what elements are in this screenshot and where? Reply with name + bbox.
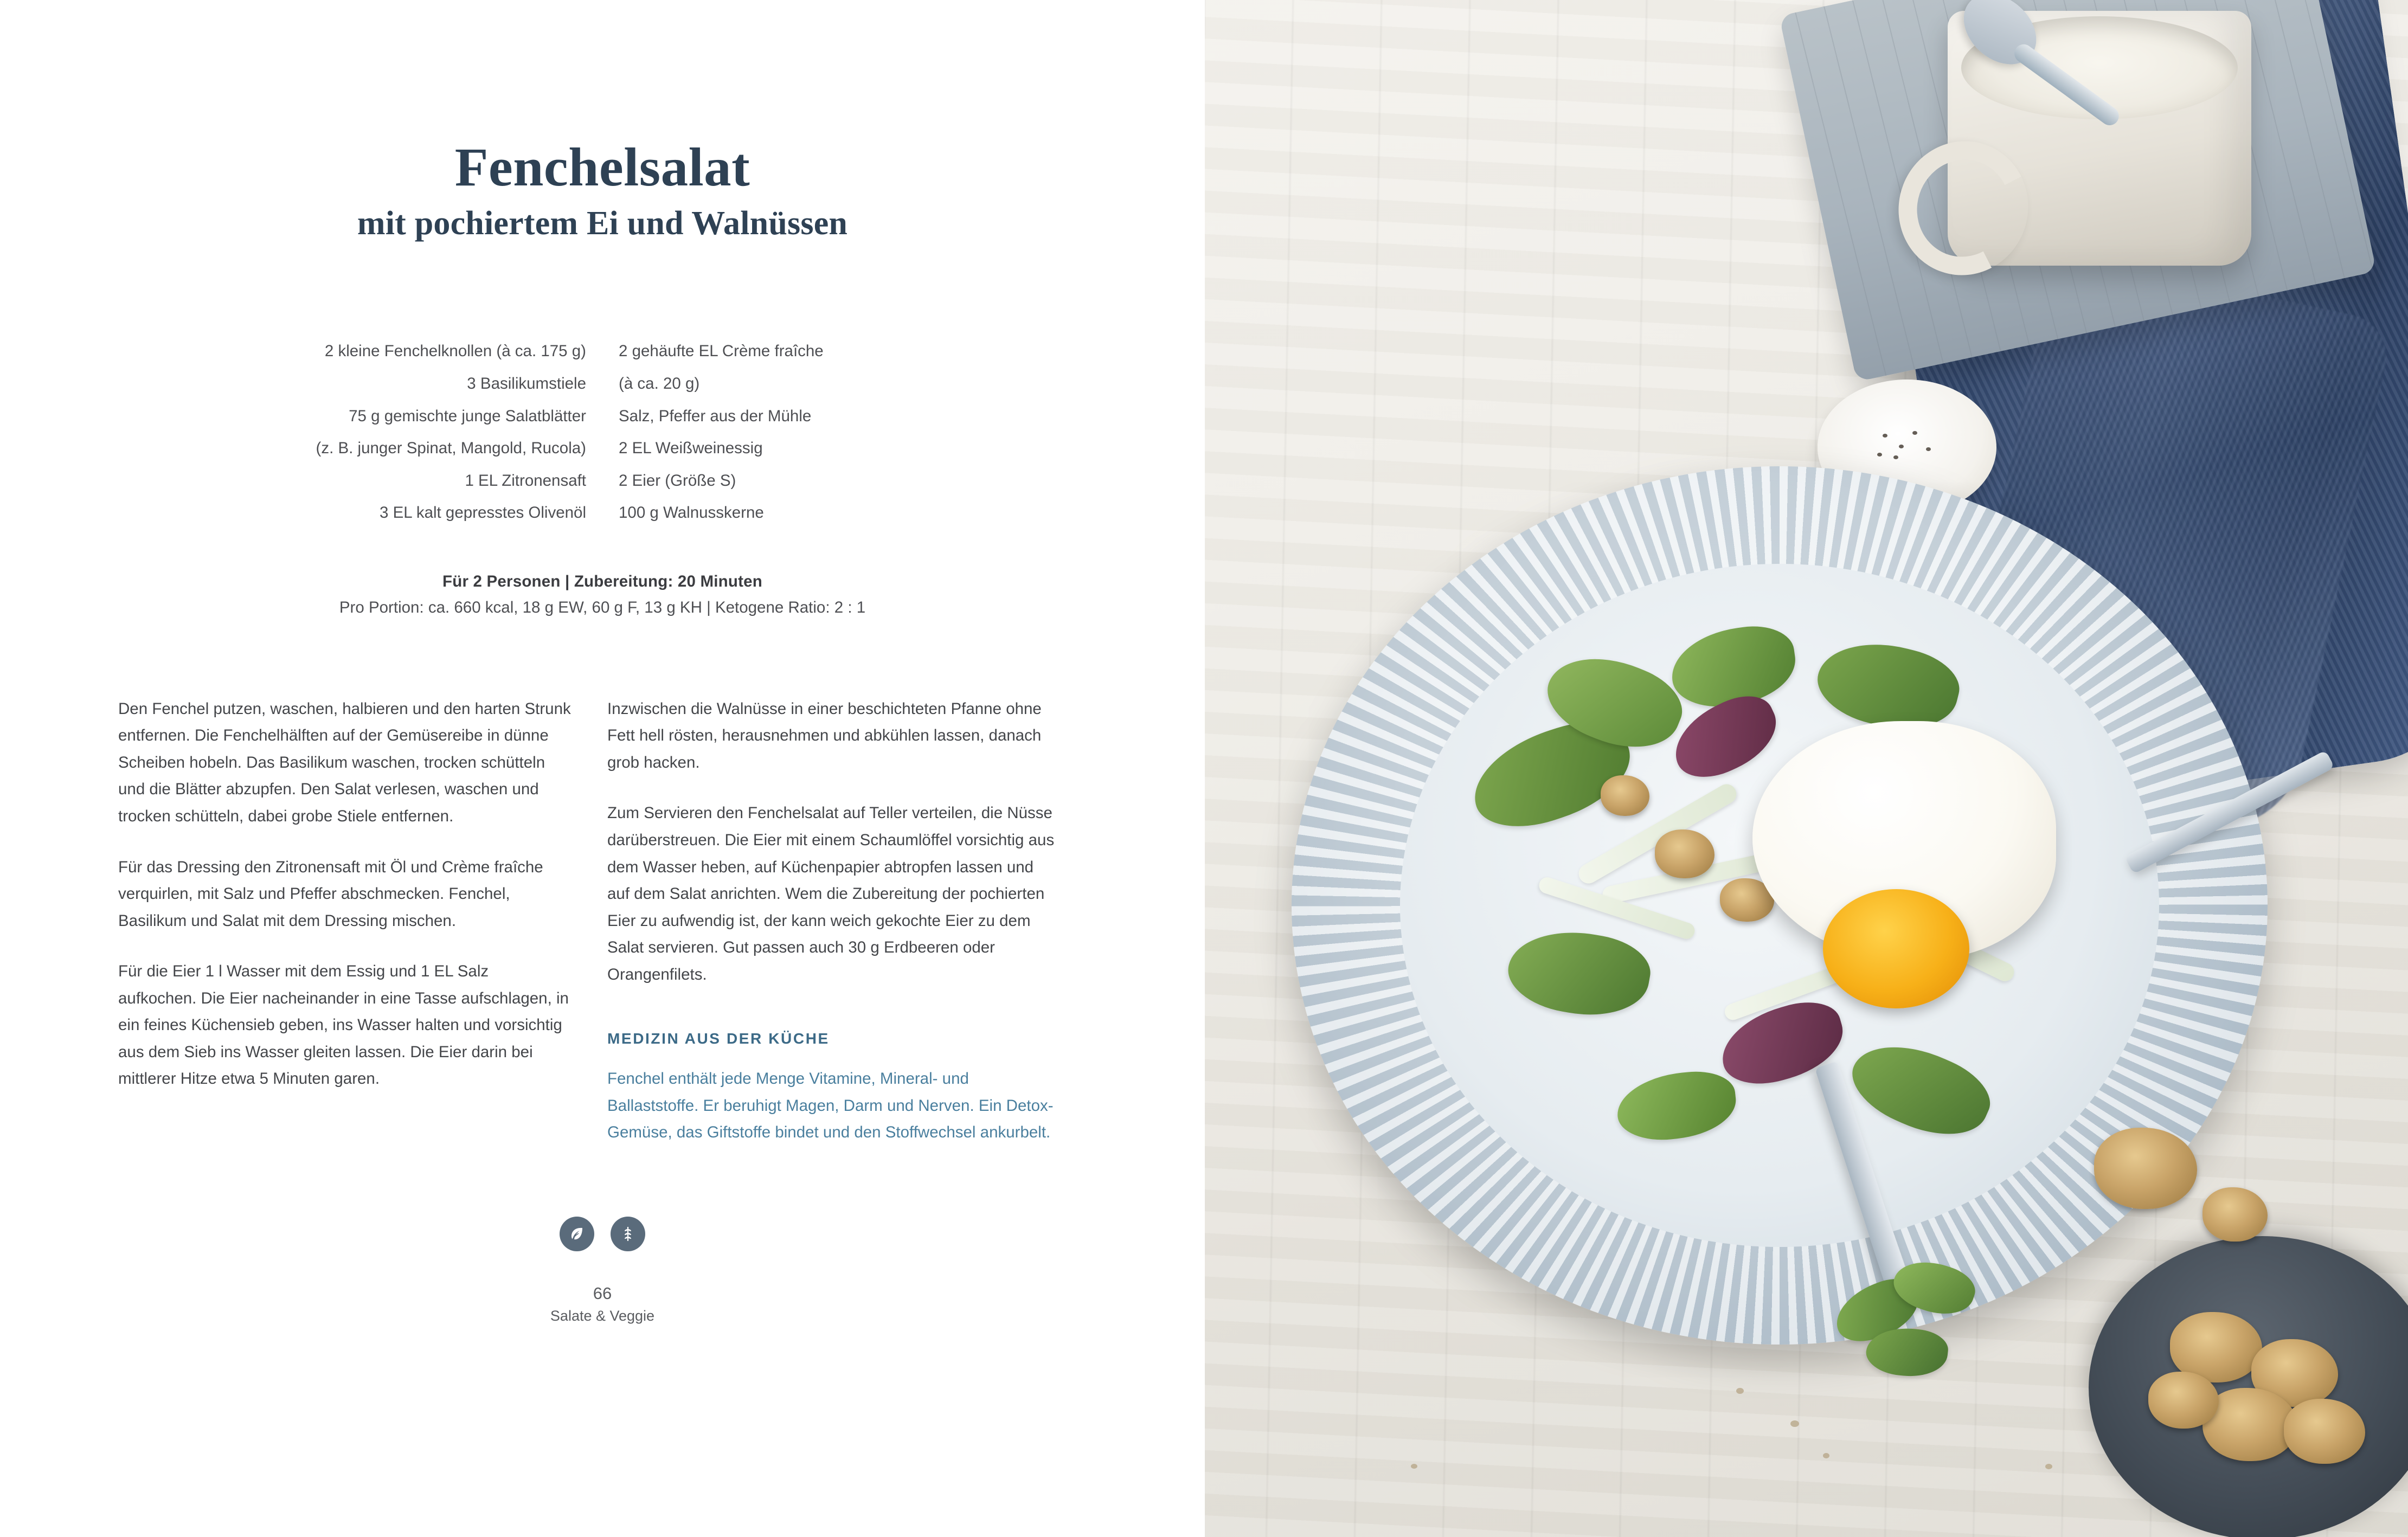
diet-badges (0, 1217, 1205, 1251)
ingredient-item: 2 Eier (Größe S) (619, 471, 736, 490)
ingredient-item: 2 kleine Fenchelknollen (à ca. 175 g) (324, 342, 586, 361)
ingredients-column-right (619, 335, 966, 529)
badge-vegetarian (560, 1217, 594, 1251)
spoon-handle (2011, 41, 2122, 129)
instruction-step: Für die Eier 1 l Wasser mit dem Essig und 1 EL Salz aufkochen. Die Eier nacheinander in eine Tasse aufschlagen, in ein feines Küchensieb geben, ins Wasser halten und vorsichtig aus dem Sieb ins Wasser gleiten lassen. Die Eier darin bei mittlerer Hitze etwa 5 Minuten garen. (118, 962, 569, 1088)
instruction-step: Inzwischen die Walnüsse in einer beschichteten Pfanne ohne Fett hell rösten, herausnehmen und abkühlen lassen, danach grob hacken. (607, 699, 1042, 771)
photo-canvas (1205, 0, 2408, 1537)
servings-and-time: Für 2 Personen | Zubereitung: 20 Minuten (442, 572, 762, 590)
vegetarian-leaf-icon (567, 1224, 587, 1244)
instructions-column-right (607, 696, 1060, 1146)
folio (0, 1283, 1205, 1324)
recipe-photo (1205, 0, 2408, 1537)
medicine-text: Fenchel enthält jede Menge Vitamine, Mineral- und Ballaststoffe. Er beruhigt Magen, Darm und Nerven. Ein Detox-Gemüse, das Giftstoffe bindet und den Stoffwechsel ankurbelt. (607, 1070, 1054, 1142)
page-number: 66 (593, 1283, 612, 1303)
ingredient-item: 3 EL kalt gepresstes Olivenöl (380, 504, 586, 522)
ingredients-list (0, 335, 1205, 529)
instruction-step: Den Fenchel putzen, waschen, halbieren und den harten Strunk entfernen. Die Fenchelhälften auf der Gemüsereibe in dünne Scheiben hobeln. Das Basilikum waschen, trocken schütteln und die Blätter abzupfen. Den Salat verlesen, waschen und trocken schütteln, dabei grobe Stiele entfernen. (118, 699, 571, 825)
ingredient-item: 2 EL Weißweinessig (619, 439, 763, 458)
ingredient-item: 75 g gemischte junge Salatblätter (349, 407, 586, 425)
medicine-heading: MEDIZIN AUS DER KÜCHE (607, 1030, 830, 1047)
instruction-step: Für das Dressing den Zitronensaft mit Öl und Crème fraîche verquirlen, mit Salz und Pfeffer abschmecken. Fenchel, Basilikum und Salat mit dem Dressing mischen. (118, 858, 543, 930)
ingredient-item: 1 EL Zitronensaft (465, 471, 586, 490)
ingredient-item: (z. B. junger Spinat, Mangold, Rucola) (316, 439, 586, 458)
loose-walnut (2202, 1187, 2268, 1242)
egg-yolk (1823, 889, 1969, 1008)
instructions-column-left (118, 696, 571, 1146)
gluten-free-wheat-icon (618, 1224, 638, 1244)
loose-walnut (2094, 1128, 2197, 1209)
ingredient-item: 3 Basilikumstiele (467, 374, 586, 393)
recipe-meta (0, 573, 1205, 617)
badge-gluten-free (611, 1217, 645, 1251)
instructions (0, 696, 1205, 1146)
section-name: Salate & Veggie (550, 1308, 655, 1324)
instruction-step: Zum Servieren den Fenchelsalat auf Teller verteilen, die Nüsse darüberstreuen. Die Eier mit einem Schaumlöffel vorsichtig aus dem Wasser heben, auf Küchenpapier abtropfen lassen und auf dem Salat anrichten. Wem die Zubereitung der pochierten Eier zu aufwendig ist, der kann weich gekochte Eier zu dem Salat servieren. Gut passen auch 30 g Erdbeeren oder Orangenfilets. (607, 804, 1055, 983)
title-block (0, 138, 1205, 243)
page-subtitle: mit pochiertem Ei und Walnüssen (357, 205, 848, 242)
ingredient-item: 2 gehäufte EL Crème fraîche (619, 342, 824, 361)
basil-sprig (1834, 1263, 1980, 1382)
nutrition-info: Pro Portion: ca. 660 kcal, 18 g EW, 60 g F, 13 g KH | Ketogene Ratio: 2 : 1 (339, 598, 866, 616)
ingredient-item: Salz, Pfeffer aus der Mühle (619, 407, 812, 425)
ingredient-item: 100 g Walnusskerne (619, 504, 764, 522)
ingredient-item: (à ca. 20 g) (619, 374, 700, 393)
ingredients-column-left (239, 335, 586, 529)
page-title: Fenchelsalat (454, 137, 750, 197)
